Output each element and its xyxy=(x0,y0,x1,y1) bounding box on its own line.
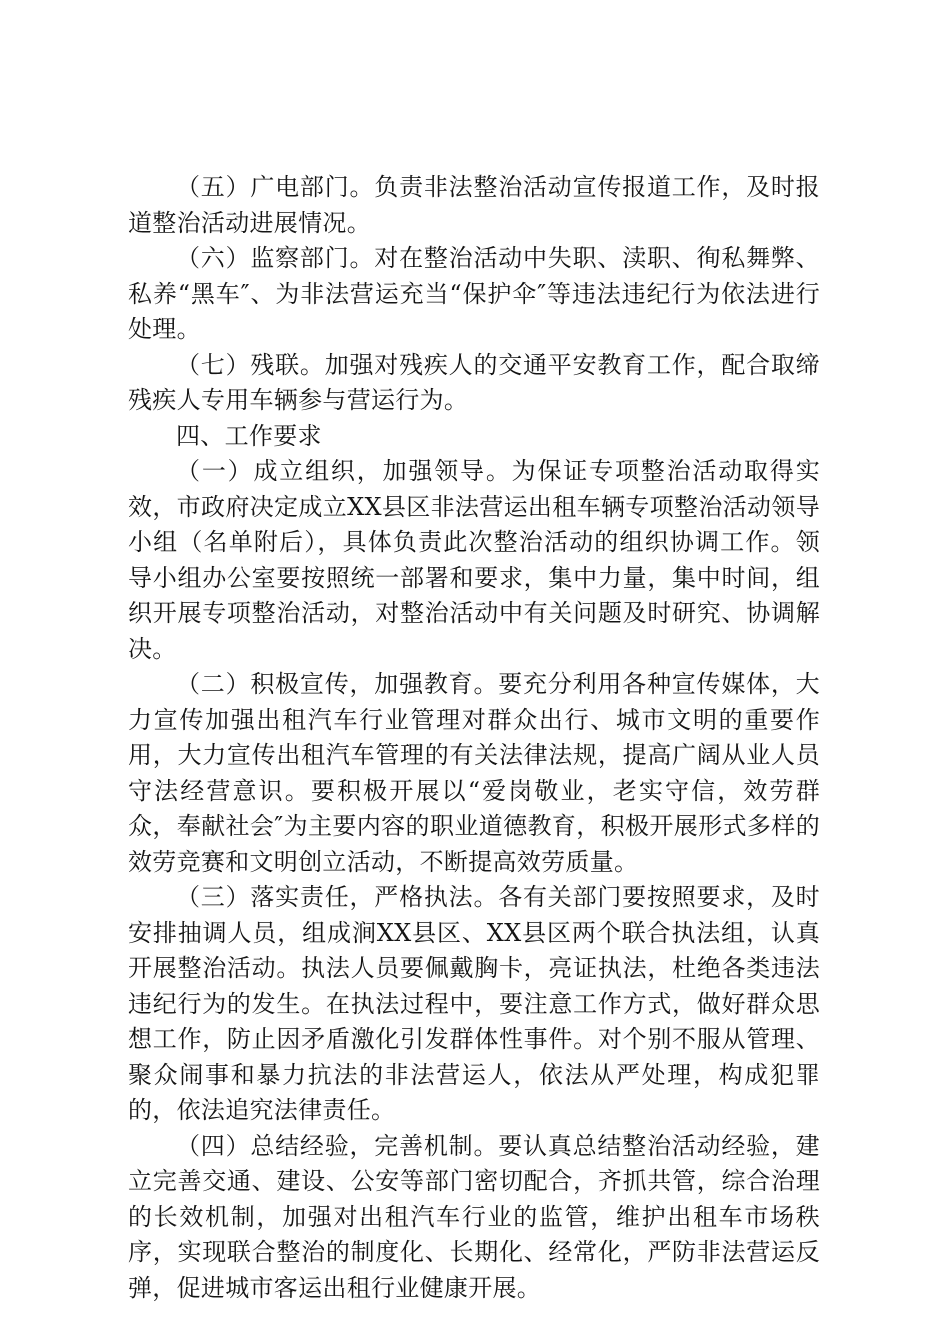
paragraph-summary-mechanism: （四）总结经验，完善机制。要认真总结整治活动经验，建立完善交通、建设、公安等部门密切配合，齐抓共管，综合治理的长效机制，加强对出租汽车行业的监管，维护出租车市场秩序，实现联合整治的制度化、长期化、经常化，严防非法营运反弹，促进城市客运出租行业健康开展。 xyxy=(128,1131,820,1302)
paragraph-enforcement: （三）落实责任，严格执法。各有关部门要按照要求，及时安排抽调人员，组成涧XX县区、XX县区两个联合执法组，认真开展整治活动。执法人员要佩戴胸卡，亮证执法，杜绝各类违法违纪行为的发生。在执法过程中，要注意工作方式，做好群众思想工作，防止因矛盾激化引发群体性事件。对个别不服从管理、聚众闹事和暴力抗法的非法营运人，依法从严处理，构成犯罪的，依法追究法律责任。 xyxy=(128,883,820,1124)
section-heading-work-requirements: 四、工作要求 xyxy=(176,421,322,450)
paragraph-disabled-federation: （七）残联。加强对残疾人的交通平安教育工作，配合取缔残疾人专用车辆参与营运行为。 xyxy=(128,350,820,414)
paragraph-broadcasting-dept: （五）广电部门。负责非法整治活动宣传报道工作，及时报道整治活动进展情况。 xyxy=(128,173,820,237)
document-body xyxy=(128,170,820,1306)
paragraph-publicity: （二）积极宣传，加强教育。要充分利用各种宣传媒体，大力宣传加强出租汽车行业管理对群众出行、城市文明的重要作用，大力宣传出租汽车管理的有关法律法规，提高广阔从业人员守法经营意识。要积极开展以“爱岗敬业，老实守信，效劳群众，奉献社会″为主要内容的职业道德教育，积极开展形式多样的效劳竞赛和文明创立活动，不断提高效劳质量。 xyxy=(128,670,820,876)
paragraph-organization: （一）成立组织，加强领导。为保证专项整治活动取得实效，市政府决定成立XX县区非法营运出租车辆专项整治活动领导小组（名单附后），具体负责此次整治活动的组织协调工作。领导小组办公室要按照统一部署和要求，集中力量，集中时间，组织开展专项整治活动，对整治活动中有关问题及时研究、协调解决。 xyxy=(128,457,820,663)
paragraph-supervision-dept: （六）监察部门。对在整治活动中失职、渎职、徇私舞弊、私养“黑车″、为非法营运充当“保护伞″等违法违纪行为依法进行处理。 xyxy=(128,244,820,343)
